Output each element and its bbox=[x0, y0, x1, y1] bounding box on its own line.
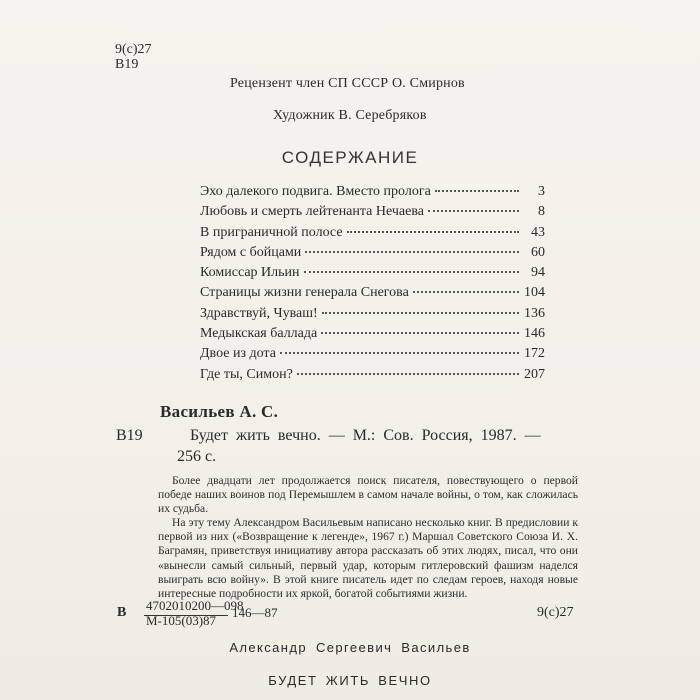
toc-entry-title: В приграничной полосе bbox=[200, 224, 343, 240]
annotation-paragraph: На эту тему Александром Васильевым написано несколько книг. В предисловии к первой из них («Возвращение к легенде», 1967 г.) Маршал Советского Союза И. Х. Баграмян, приветствуя инициативу автора рассказать об этих людях, писал, что они «вынесли самый сильный, первый удар, которым гитлеровский фашизм наделся выиграть всю войну». В этой книге писатель идет по следам героев, находя новые интересные подробности их яркой, богатой событиями жизни. bbox=[158, 516, 578, 600]
catalog-author: Васильев А. С. bbox=[160, 402, 279, 421]
toc-leader-dots bbox=[347, 231, 519, 233]
bib-classification-code: 9(с)27 bbox=[537, 605, 574, 620]
toc-entry bbox=[200, 245, 545, 265]
toc-leader-dots bbox=[435, 190, 519, 192]
toc-leader-dots bbox=[413, 291, 519, 293]
toc-entry bbox=[200, 367, 545, 387]
toc-entry-page: 207 bbox=[524, 366, 545, 382]
toc-leader-dots bbox=[428, 210, 519, 212]
toc-entry bbox=[200, 285, 545, 305]
artist-credit: Художник В. Серебряков bbox=[273, 108, 427, 123]
toc-entry-page: 172 bbox=[524, 346, 545, 362]
reviewer-credit: Рецензент член СП СССР О. Смирнов bbox=[230, 76, 465, 91]
catalog-title-line: Будет жить вечно. — М.: Сов. Россия, 1987. — bbox=[190, 427, 541, 444]
toc-entry-page: 94 bbox=[531, 265, 545, 281]
catalog-annotation bbox=[158, 474, 578, 601]
footer-book-title: БУДЕТ ЖИТЬ ВЕЧНО bbox=[268, 673, 432, 688]
toc-entry bbox=[200, 306, 545, 326]
catalog-pages: 256 с. bbox=[177, 448, 217, 465]
toc-entry-title: Эхо далекого подвига. Вместо пролога bbox=[200, 184, 431, 199]
classification-code: 9(с)27 bbox=[115, 42, 152, 57]
toc-entry bbox=[200, 265, 545, 285]
table-of-contents bbox=[200, 184, 545, 387]
toc-entry-title: Двое из дота bbox=[200, 346, 276, 362]
toc-heading: СОДЕРЖАНИЕ bbox=[281, 148, 419, 167]
toc-leader-dots bbox=[322, 312, 519, 314]
toc-leader-dots bbox=[280, 352, 519, 354]
bib-middle-code: 146—87 bbox=[232, 605, 278, 620]
toc-entry-page: 136 bbox=[524, 305, 545, 321]
footer-author-name: Александр Сергеевич Васильев bbox=[229, 640, 471, 655]
bib-letter: В bbox=[117, 605, 127, 620]
toc-entry-title: Рядом с бойцами bbox=[200, 244, 302, 260]
toc-entry-page: 8 bbox=[538, 204, 545, 220]
library-code: В19 bbox=[115, 57, 139, 72]
toc-leader-dots bbox=[305, 251, 519, 253]
toc-entry-title: Любовь и смерть лейтенанта Нечаева bbox=[200, 204, 424, 220]
toc-entry-title: Комиссар Ильин bbox=[200, 265, 300, 281]
toc-entry bbox=[200, 326, 545, 346]
toc-entry-title: Здравствуй, Чуваш! bbox=[200, 305, 318, 321]
toc-entry bbox=[200, 204, 545, 224]
toc-entry-page: 43 bbox=[531, 224, 545, 240]
toc-entry bbox=[200, 346, 545, 366]
annotation-paragraph: Более двадцати лет продолжается поиск писателя, повествующего о первой победе наших воинов под Перемышлем в самом начале войны, о том, как сложилась их судьба. bbox=[158, 474, 578, 516]
bib-denominator: М-105(03)87 bbox=[146, 613, 217, 628]
toc-leader-dots bbox=[321, 332, 519, 334]
toc-entry-page: 104 bbox=[524, 285, 545, 301]
bib-numerator: 4702010200—098 bbox=[146, 598, 244, 613]
catalog-code: В19 bbox=[116, 427, 143, 444]
toc-entry-page: 3 bbox=[538, 184, 545, 199]
toc-leader-dots bbox=[297, 373, 519, 375]
toc-entry-page: 146 bbox=[524, 326, 545, 342]
toc-entry-title: Медыкская баллада bbox=[200, 326, 318, 342]
toc-entry-title: Страницы жизни генерала Снегова bbox=[200, 285, 409, 301]
toc-leader-dots bbox=[304, 271, 519, 273]
toc-entry-page: 60 bbox=[531, 244, 545, 260]
toc-entry bbox=[200, 225, 545, 245]
toc-entry-title: Где ты, Симон? bbox=[200, 366, 293, 382]
toc-entry bbox=[200, 184, 545, 204]
